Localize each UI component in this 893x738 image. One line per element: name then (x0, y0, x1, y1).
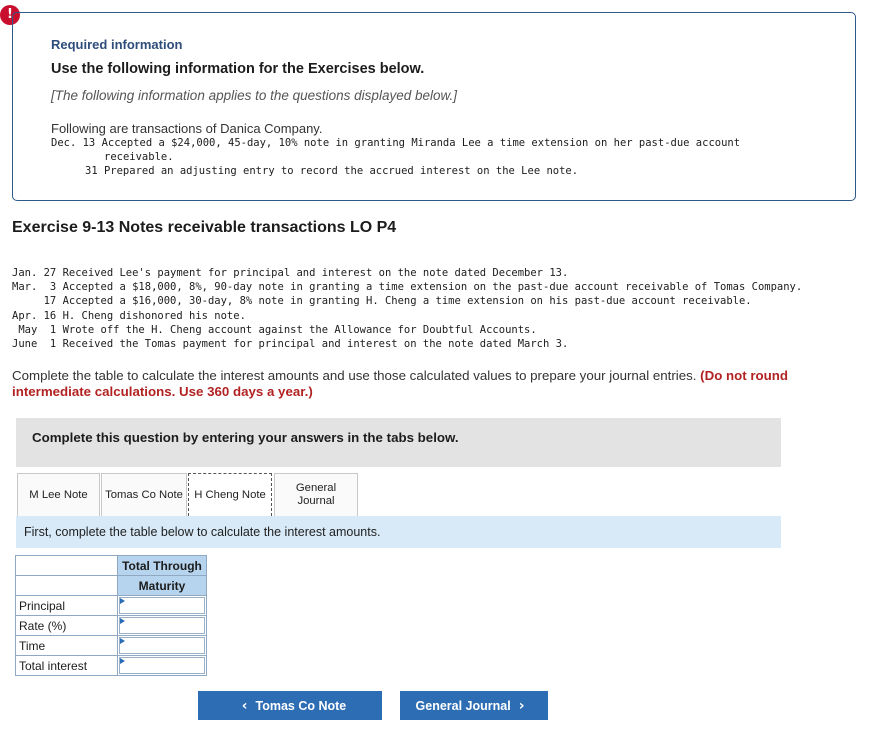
required-title: Required information (51, 37, 183, 52)
principal-input[interactable] (118, 596, 207, 616)
transaction-line: Apr. 16 H. Cheng dishonored his note. (12, 309, 246, 322)
prev-tab-button[interactable] (198, 691, 382, 720)
tab-general-journal[interactable] (274, 473, 358, 516)
prev-tab-label: Tomas Co Note (255, 698, 347, 713)
required-line-dec31: 31 Prepared an adjusting entry to record the accrued interest on the Lee note. (85, 165, 579, 177)
question-bar (16, 418, 781, 467)
input-cell[interactable] (119, 637, 205, 654)
instructions-text: Complete the table to calculate the interest amounts and use those calculated values to prepare your journal entries. (12, 368, 697, 383)
panel-instruction: First, complete the table below to calculate the interest amounts. (24, 525, 381, 539)
input-cell[interactable] (119, 657, 205, 674)
alert-icon: ! (0, 5, 20, 25)
chevron-left-icon: ‹ (241, 697, 248, 714)
row-label-total-interest: Total interest (16, 656, 118, 676)
transaction-list (12, 266, 802, 351)
transaction-line: Jan. 27 Received Lee's payment for principal and interest on the note dated December 13. (12, 267, 569, 279)
required-subtitle: Use the following information for the Exercises below. (51, 61, 425, 77)
row-label-rate: Rate (%) (16, 616, 118, 636)
tab-label: Tomas Co Note (105, 488, 183, 501)
row-label-principal: Principal (16, 596, 118, 616)
transaction-line: Mar. 3 Accepted a $18,000, 8%, 90-day note in granting a time extension on the past-due account receivable of Tomas Company. (12, 281, 803, 294)
tab-h-cheng-note[interactable] (188, 473, 272, 516)
rate-input[interactable] (118, 616, 207, 636)
required-note: [The following information applies to the questions displayed below.] (51, 88, 457, 103)
table-header-blank (16, 576, 118, 596)
tab-m-lee-note[interactable] (17, 473, 100, 516)
required-line-dec13: Dec. 13 Accepted a $24,000, 45-day, 10% note in granting Miranda Lee a time extension on her past-due account (51, 137, 741, 149)
column-header-2 (118, 576, 207, 596)
exercise-title: Exercise 9-13 Notes receivable transactions LO P4 (12, 219, 397, 236)
total-interest-input[interactable] (118, 656, 207, 676)
question-bar-text: Complete this question by entering your answers in the tabs below. (32, 430, 459, 445)
panel-instruction-bar (16, 516, 781, 548)
required-intro: Following are transactions of Danica Company. (51, 121, 323, 136)
time-input[interactable] (118, 636, 207, 656)
column-header-line2: Maturity (138, 578, 186, 593)
transaction-line: May 1 Wrote off the H. Cheng account against the Allowance for Doubtful Accounts. (12, 323, 537, 336)
tab-tomas-co-note[interactable] (101, 473, 187, 516)
tab-label: H Cheng Note (194, 488, 266, 501)
tab-label: General Journal (295, 482, 337, 507)
column-header (118, 556, 207, 576)
next-tab-label: General Journal (415, 698, 511, 713)
row-label-time: Time (16, 636, 118, 656)
next-tab-button[interactable] (400, 691, 548, 720)
chevron-right-icon: › (518, 697, 525, 714)
input-cell[interactable] (119, 597, 205, 614)
column-header-line1: Total Through (122, 558, 202, 573)
transaction-line: 17 Accepted a $16,000, 30-day, 8% note in granting H. Cheng a time extension on his past-due account receivable. (12, 295, 752, 308)
required-line-dec13-cont: receivable. (104, 151, 174, 163)
instructions (12, 368, 862, 400)
transaction-line: June 1 Received the Tomas payment for principal and interest on the note dated March 3. (12, 338, 569, 351)
tab-label: M Lee Note (29, 488, 88, 501)
input-cell[interactable] (119, 617, 205, 634)
table-corner (16, 556, 118, 576)
interest-table (15, 555, 207, 676)
instructions-bold: (Do not round intermediate calculations. Use 360 days a year.) (12, 368, 789, 399)
